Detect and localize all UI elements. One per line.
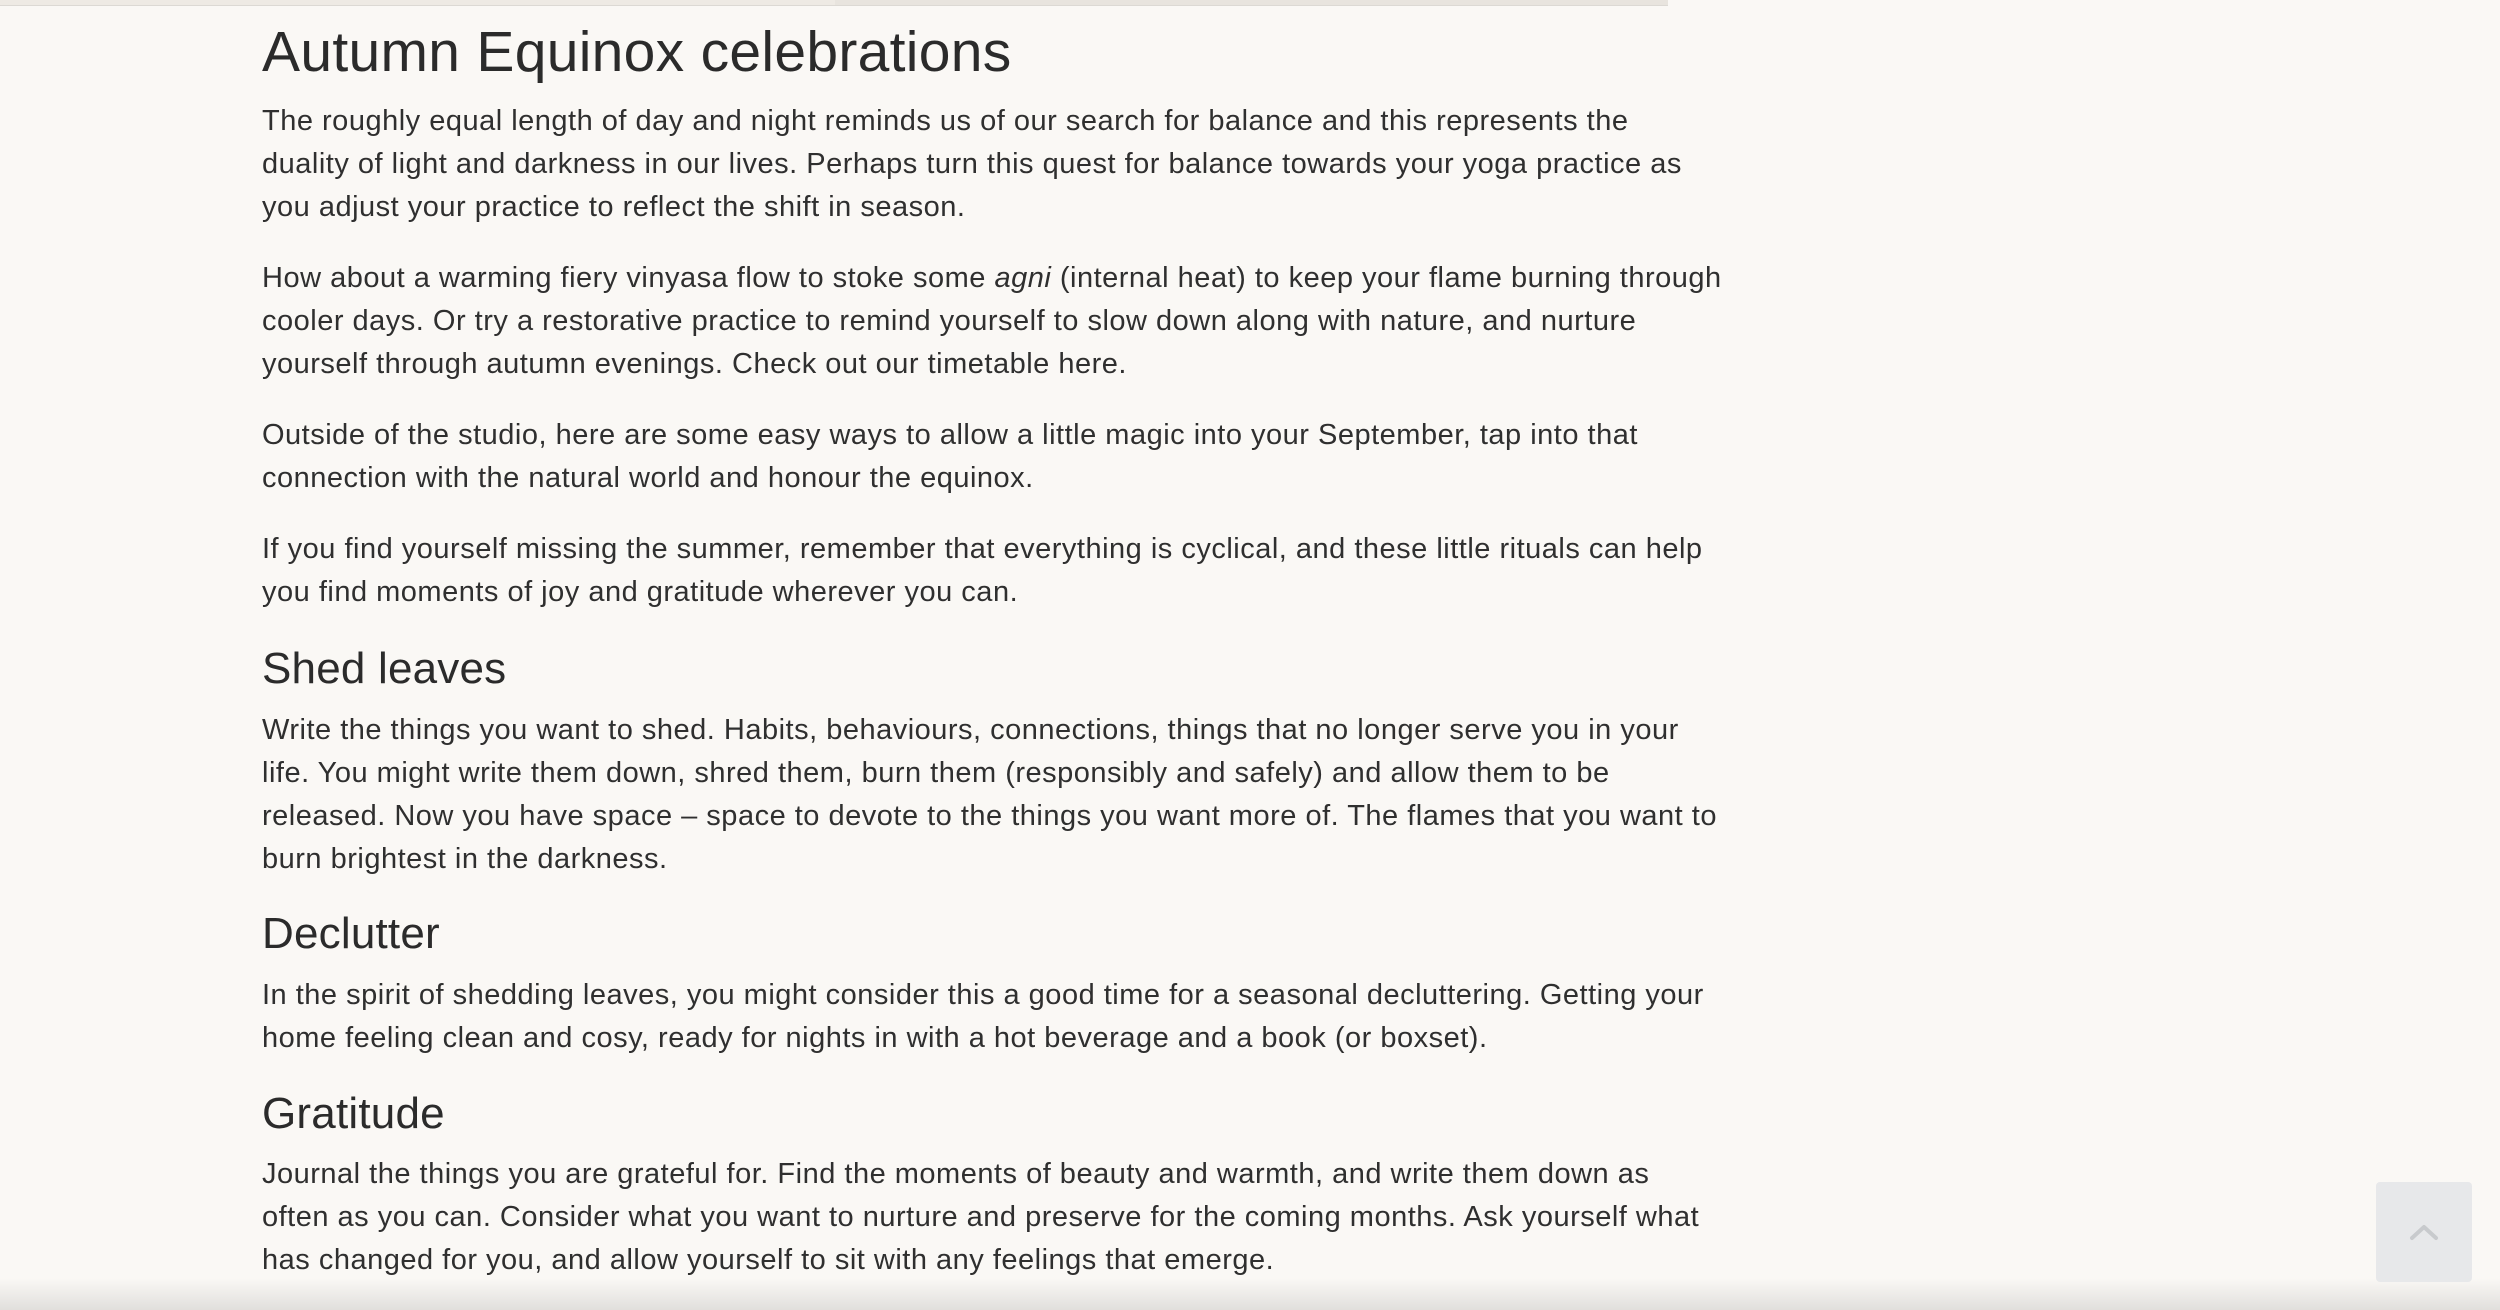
vinyasa-paragraph [262,257,1722,386]
section-heading-shed-leaves: Shed leaves [262,644,507,693]
chevron-up-icon [2409,1223,2439,1241]
paragraph-text: (internal heat) to keep your flame burning through cooler days. Or try a restorative practice to remind yourself to slow down along with nature, and nurture yourself through autumn evenings. Check out our timetable here. [262,262,1722,380]
outside-studio-paragraph: Outside of the studio, here are some easy ways to allow a little magic into your September, tap into that connection with the natural world and honour the equinox. [262,419,1638,494]
top-bar [0,0,2500,6]
agni-emphasis: agni [994,262,1052,294]
page-title: Autumn Equinox celebrations [262,20,1012,84]
section-body-shed-leaves: Write the things you want to shed. Habits, behaviours, connections, things that no longer serve you in your life. You might write them down, shred them, burn them (responsibly and safely) and allow them to be released. Now you have space – space to devote to the things you want more of. The flames that you want to burn brightest in the darkness. [262,714,1717,875]
cyclical-paragraph: If you find yourself missing the summer, remember that everything is cyclical, and these little rituals can help you find moments of joy and gratitude wherever you can. [262,533,1703,608]
intro-paragraph: The roughly equal length of day and night reminds us of our search for balance and this represents the duality of light and darkness in our lives. Perhaps turn this quest for balance towards your yoga practice as you adjust your practice to reflect the shift in season. [262,105,1682,223]
paragraph-text: How about a warming fiery vinyasa flow to stoke some [262,262,995,294]
section-heading-gratitude: Gratitude [262,1089,445,1138]
scroll-to-top-button[interactable] [2376,1182,2472,1282]
section-heading-declutter: Declutter [262,909,440,958]
section-body-declutter: In the spirit of shedding leaves, you might consider this a good time for a seasonal decluttering. Getting your home feeling clean and cosy, ready for nights in with a hot beverage and a book (or boxset). [262,979,1704,1054]
section-body-gratitude: Journal the things you are grateful for. Find the moments of beauty and warmth, and write them down as often as you can. Consider what you want to nurture and preserve for the coming months. Ask yourself what has changed for you, and allow yourself to sit with any feelings that emerge. [262,1158,1700,1276]
bottom-edge-shadow [0,1278,2500,1310]
top-bar-divider [0,5,1668,6]
